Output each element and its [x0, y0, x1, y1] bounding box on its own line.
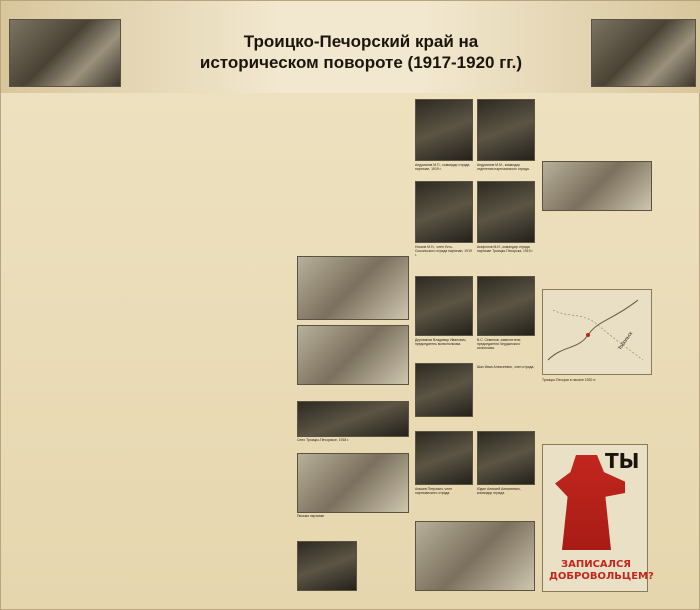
caption-portrait-3: Носков М.Н., член Усть-Сысольского отряда партизан, 1919 г. [415, 245, 472, 258]
map-drawing [543, 290, 652, 375]
portrait-2 [477, 99, 535, 161]
caption-portrait-1: Андрианов М.П., командир отряда партизан, 1919 г. [415, 163, 470, 172]
caption-portrait-10: Юдин Алексей Алексеевич, командир отряда. [477, 487, 521, 496]
caption-portrait-6: В.С. Семенов, заместитель председателя Чердынского исполкома. [477, 338, 521, 351]
portrait-10 [477, 431, 535, 485]
title-line-1: Троицко-Печорский край на [243, 32, 479, 51]
historical-map [542, 289, 652, 375]
caption-portrait-9: Агашев Петрович, член партизанского отряда. [415, 487, 453, 496]
portrait-1 [415, 99, 473, 161]
portrait-9 [415, 431, 473, 485]
text-column-5 [542, 101, 652, 159]
header-photo-left [9, 19, 121, 87]
photo-village [297, 401, 409, 437]
caption-portrait-7: Шах Иван Алексеевич, член отряда. [477, 365, 535, 369]
photo-soldier [297, 325, 409, 385]
portrait-4 [477, 181, 535, 243]
recruitment-poster [542, 444, 654, 592]
poster-ty: ТЫ [605, 449, 640, 473]
poster-slogan: ЗАПИСАЛСЯ ДОБРОВОЛЬЦЕМ? [549, 559, 654, 582]
header-photo-right [591, 19, 696, 87]
text-column-5b [542, 214, 652, 286]
portrait-3 [415, 181, 473, 243]
photo-document [297, 453, 409, 513]
photo-group [415, 521, 535, 591]
map-label: Тобольск [617, 330, 635, 352]
portrait-5 [415, 276, 473, 336]
caption-portrait-5: Деревянов Владимир Иванович, председатель волисполкома. [415, 338, 467, 347]
caption-village: Село Троицко-Печорское, 1918 г. [297, 438, 349, 442]
photo-building [297, 541, 357, 591]
header-banner [1, 1, 700, 93]
caption-portrait-2: Андрианов М.М., командир отделения партизанского отряда. [477, 163, 530, 172]
text-column-3 [297, 101, 409, 251]
portrait-6 [477, 276, 535, 336]
photo-landscape [297, 256, 409, 320]
portrait-7 [415, 363, 473, 417]
caption-map: Троицко-Печорск в начале 1920 гг. [542, 378, 597, 382]
text-column-2 [156, 101, 291, 595]
title-line-2: историческом повороте (1917-1920 гг.) [199, 53, 523, 72]
photo-crowd [542, 161, 652, 211]
page-title [171, 31, 551, 73]
caption-portrait-4: Агафонов М.И., командир отряда партизан Троицко-Печорска, 1919 г. [477, 245, 534, 254]
caption-document: Письмо партизан [297, 514, 325, 518]
text-column-1 [15, 101, 150, 595]
